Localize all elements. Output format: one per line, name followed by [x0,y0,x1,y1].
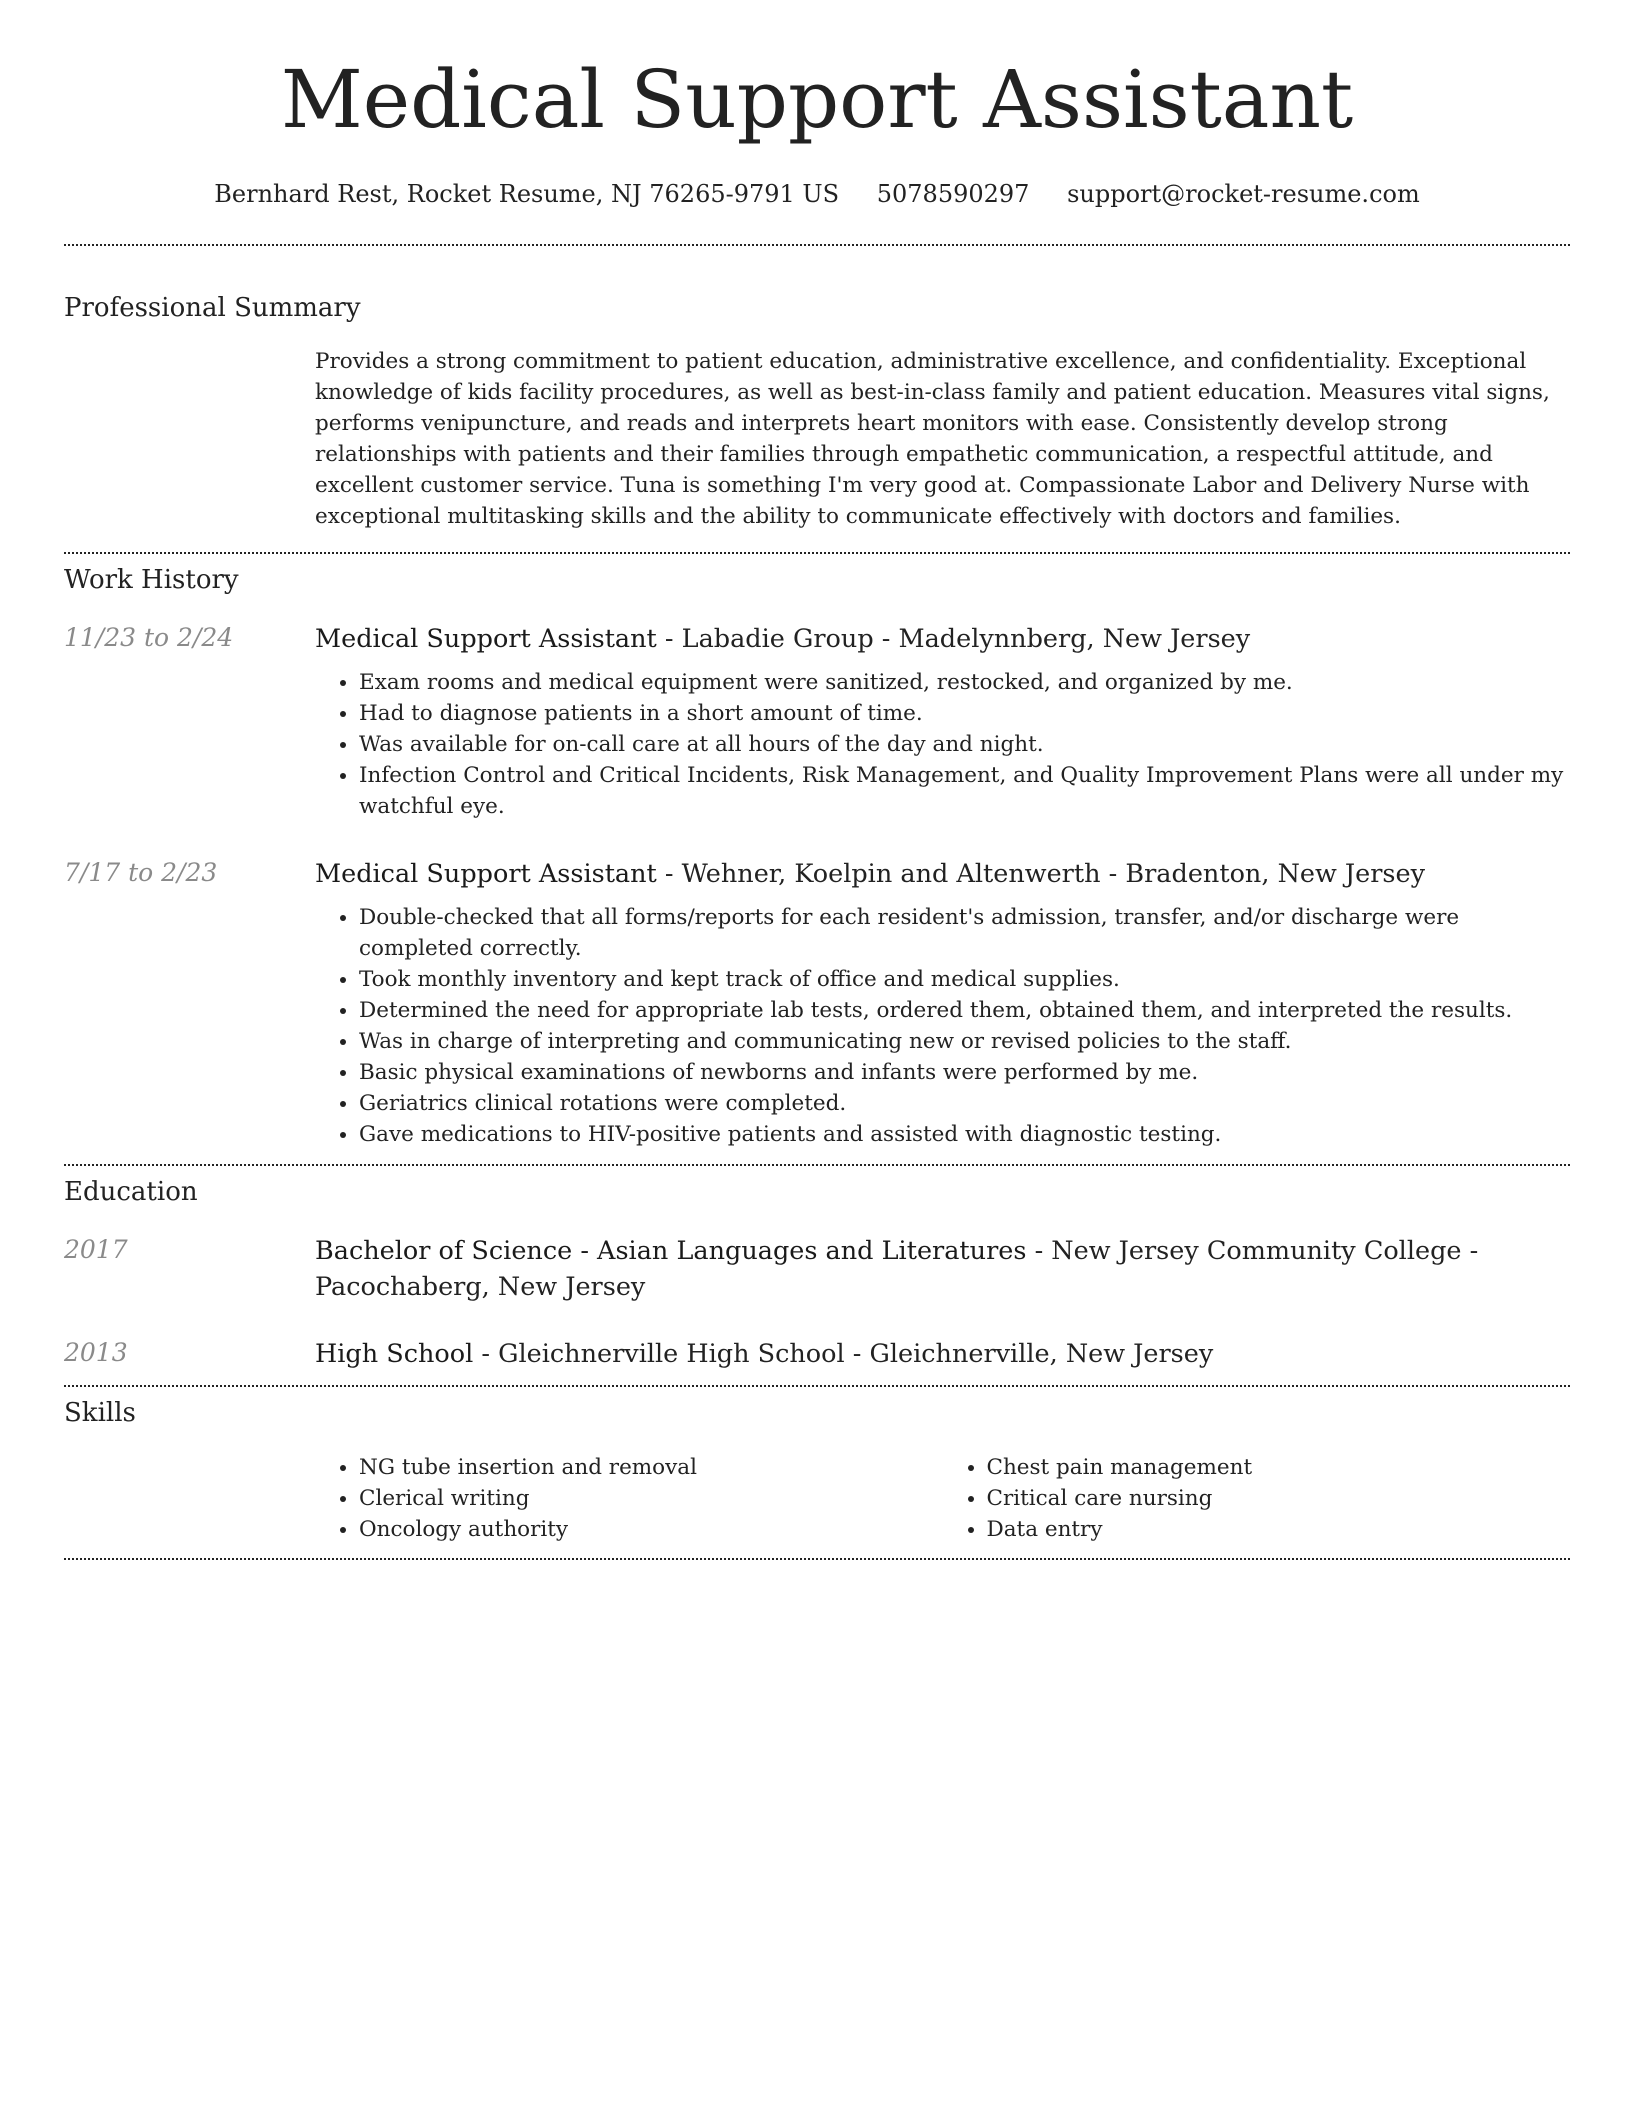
list-item: • Gave medications to HIV-positive patients and assisted with diagnostic testing. [359,1119,1570,1150]
job-title [315,856,1570,892]
list-item: • Was in charge of interpreting and communicating new or revised policies to the staff. [359,1026,1570,1057]
list-item: • Data entry [987,1514,1571,1545]
education-section [64,1166,1570,1372]
education-school: - New Jersey Community College - Pacochaberg, New Jersey [315,1236,1479,1302]
summary-text: Provides a strong commitment to patient education, administrative excellence, and confidentiality. Exceptional knowledge of kids facility procedures, as well as best-in-class family and patient education. Measures vital signs, performs venipuncture, and reads and interprets heart monitors with ease. Consistently develop strong relationships with patients and their families through empathetic communication, a respectful attitude, and excellent customer service. Tuna is something I'm very good at. Compassionate Labor and Delivery Nurse with exceptional multitasking skills and the ability to communicate effectively with doctors and families. [315,349,1550,529]
list-item: • Infection Control and Critical Incidents, Risk Management, and Quality Improvement Plans were all under my watchful eye. [359,760,1570,822]
section-title-work: Work History [64,565,239,595]
job-employer: - Labadie Group - Madelynnberg, New Jersey [656,624,1251,654]
list-item: • Determined the need for appropriate lab tests, ordered them, obtained them, and interpreted the results. [359,995,1570,1026]
education-year: 2017 [64,1235,128,1264]
resume-name: Medical Support Assistant [280,53,1354,146]
education-title [315,1233,1570,1305]
contact-phone: 5078590297 [876,180,1030,208]
skills-column [943,1452,1571,1545]
resume-page [64,0,1570,1560]
section-title-education: Education [64,1177,198,1207]
skills-list [315,1452,1570,1545]
job-bullets [315,667,1570,822]
list-item: • Geriatrics clinical rotations were completed. [359,1088,1570,1119]
job-bullets [315,902,1570,1150]
list-item: • Clerical writing [359,1483,943,1514]
list-item: • NG tube insertion and removal [359,1452,943,1483]
skills-column [315,1452,943,1545]
job-entry [64,856,1570,1150]
divider [64,1558,1570,1560]
education-entry [64,1233,1570,1305]
education-school: - Gleichnerville High School - Gleichnerville, New Jersey [473,1339,1214,1369]
section-title-summary: Professional Summary [64,293,361,323]
list-item: • Chest pain management [987,1452,1571,1483]
list-item: • Critical care nursing [987,1483,1571,1514]
summary-section [64,246,1570,532]
list-item: • Oncology authority [359,1514,943,1545]
job-employer: - Wehner, Koelpin and Altenwerth - Bradenton, New Jersey [656,859,1425,889]
list-item: • Exam rooms and medical equipment were sanitized, restocked, and organized by me. [359,667,1570,698]
section-title-skills: Skills [64,1398,136,1428]
job-title [315,621,1570,657]
contact-email: support@rocket-resume.com [1067,180,1420,208]
education-year: 2013 [64,1338,128,1367]
job-dates: 11/23 to 2/24 [64,623,234,652]
job-entry [64,621,1570,822]
job-dates: 7/17 to 2/23 [64,858,218,887]
list-item: • Double-checked that all forms/reports for each resident's admission, transfer, and/or discharge were completed correctly. [359,902,1570,964]
contact-line [64,178,1570,210]
list-item: • Had to diagnose patients in a short amount of time. [359,698,1570,729]
list-item: • Was available for on-call care at all hours of the day and night. [359,729,1570,760]
job-role: Medical Support Assistant [315,624,657,654]
education-degree: High School [315,1339,474,1369]
job-role: Medical Support Assistant [315,859,657,889]
skills-section [64,1387,1570,1545]
education-degree: Bachelor of Science - Asian Languages and Literatures [315,1236,1027,1266]
education-title [315,1336,1570,1372]
contact-address: Bernhard Rest, Rocket Resume, NJ 76265-9791 US [214,180,840,208]
list-item: • Basic physical examinations of newborns and infants were performed by me. [359,1057,1570,1088]
education-entry [64,1336,1570,1372]
work-section [64,554,1570,1150]
list-item: • Took monthly inventory and kept track of office and medical supplies. [359,964,1570,995]
